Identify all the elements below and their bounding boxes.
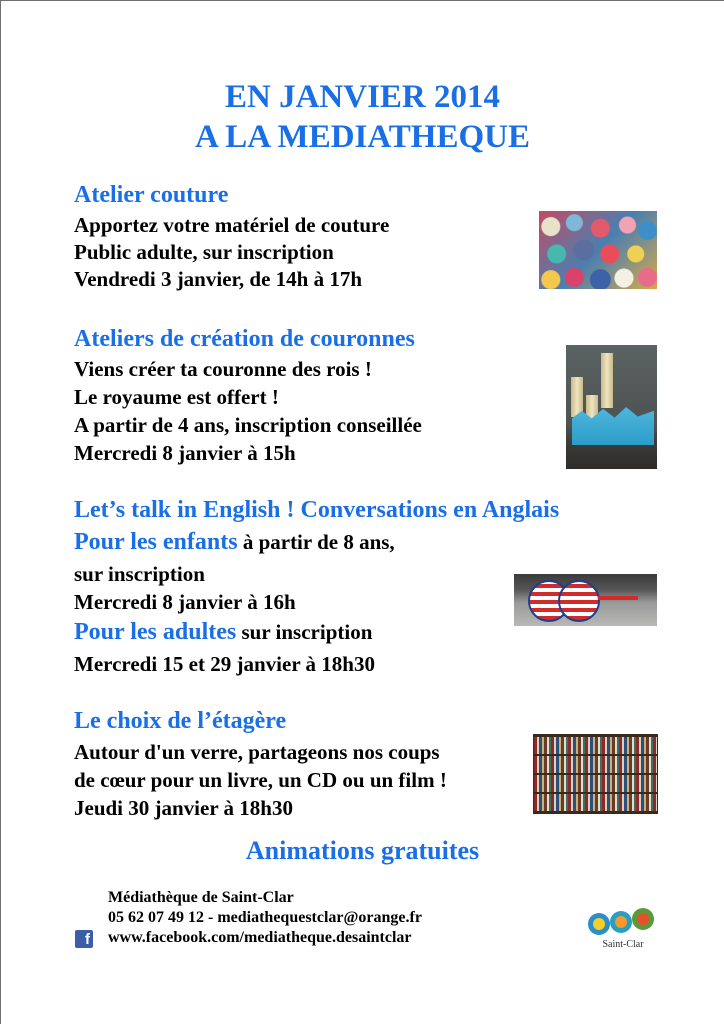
title-line-1: EN JANVIER 2014 bbox=[224, 79, 501, 115]
event-line: Vendredi 3 janvier, de 14h à 17h bbox=[74, 267, 363, 291]
event-line: A partir de 4 ans, inscription conseillée bbox=[74, 413, 422, 437]
crown-photo bbox=[566, 345, 657, 469]
library-name: Médiathèque de Saint-Clar bbox=[108, 889, 294, 906]
audience-line-adults bbox=[74, 619, 372, 645]
event-line: sur inscription bbox=[74, 562, 205, 586]
audience-detail: à partir de 8 ans, bbox=[237, 530, 395, 554]
event-heading-english: Let’s talk in English ! Conversations en Anglais bbox=[74, 497, 560, 523]
crown-shape bbox=[572, 407, 654, 445]
facebook-url: www.facebook.com/mediatheque.desaintclar bbox=[108, 929, 412, 946]
event-line: Public adulte, sur inscription bbox=[74, 240, 334, 264]
event-line: Mercredi 8 janvier à 16h bbox=[74, 590, 296, 614]
event-heading-couture: Atelier couture bbox=[74, 182, 229, 208]
footer-contact bbox=[108, 888, 422, 948]
event-line: Apportez votre matériel de couture bbox=[74, 213, 390, 237]
buttons-photo bbox=[539, 211, 657, 289]
logo-text: Saint-Clar bbox=[602, 939, 644, 950]
page-title bbox=[1, 77, 724, 157]
event-heading-couronnes: Ateliers de création de couronnes bbox=[74, 326, 415, 352]
glasses-arm-shape bbox=[598, 596, 638, 600]
audience-label: Pour les adultes bbox=[74, 619, 237, 645]
bookshelf-photo bbox=[533, 734, 658, 814]
event-line: Le royaume est offert ! bbox=[74, 385, 279, 409]
audience-detail: sur inscription bbox=[236, 620, 373, 644]
event-heading-etagere: Le choix de l’étagère bbox=[74, 708, 287, 734]
event-line: Autour d'un verre, partageons nos coups bbox=[74, 740, 440, 764]
event-line: Jeudi 30 janvier à 18h30 bbox=[74, 796, 293, 820]
audience-line-children bbox=[74, 529, 395, 555]
event-line: Mercredi 8 janvier à 15h bbox=[74, 441, 296, 465]
facebook-icon: f bbox=[75, 930, 93, 948]
event-line: de cœur pour un livre, un CD ou un film ! bbox=[74, 768, 447, 792]
audience-label: Pour les enfants bbox=[74, 529, 238, 555]
phone-email: 05 62 07 49 12 - mediathequestclar@orange.fr bbox=[108, 909, 422, 926]
sun-flowers-icon bbox=[585, 904, 661, 940]
union-jack-glasses-photo bbox=[514, 574, 657, 626]
candle-shape bbox=[601, 353, 613, 408]
title-line-2: A LA MEDIATHEQUE bbox=[195, 119, 530, 155]
saint-clar-logo bbox=[585, 904, 661, 956]
event-line: Mercredi 15 et 29 janvier à 18h30 bbox=[74, 652, 375, 676]
candle-shape bbox=[571, 377, 583, 417]
lens-shape bbox=[558, 580, 600, 622]
free-notice: Animations gratuites bbox=[245, 836, 480, 865]
event-line: Viens créer ta couronne des rois ! bbox=[74, 357, 372, 381]
